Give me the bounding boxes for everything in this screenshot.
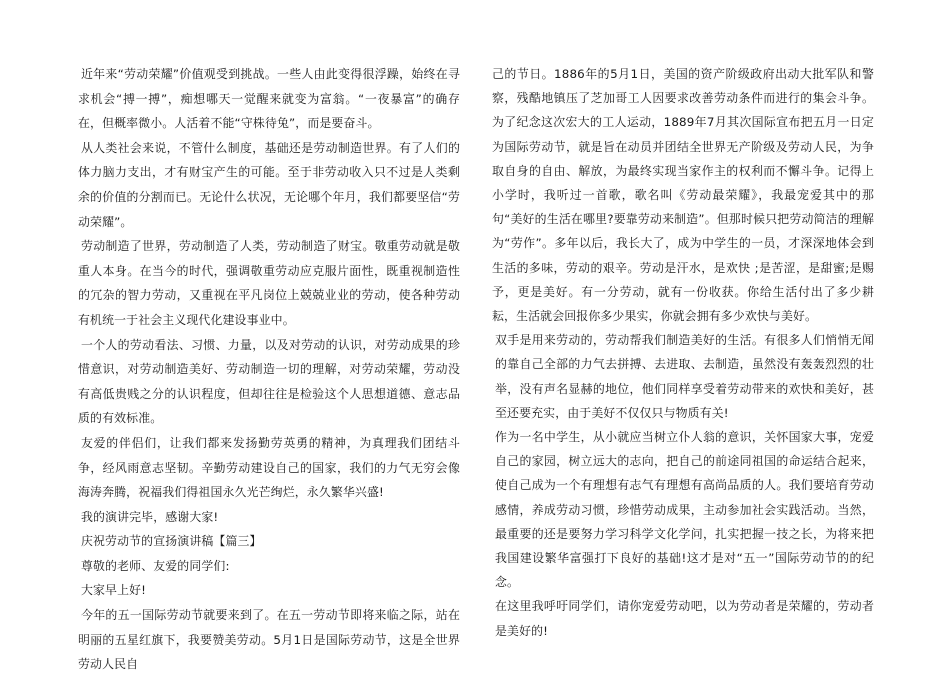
paragraph: 从人类社会来说，不管什么制度，基础还是劳动制造世界。有了人们的体力脑力支出，才有财宝产生的可能。至于非劳动收入只不过是人类剩余的价值的分割而已。无论什么状况，无论哪个年月，我们都要坚信“劳动荣耀”。 (78, 140, 460, 229)
paragraph: 双手是用来劳动的，劳动帮我们制造美好的生活。有很多人们悄悄无闻的靠自己全部的力气去拼搏、去进取、去制造，虽然没有轰轰烈烈的壮举，没有声名显赫的地位，他们同样享受着劳动带来的欢快和美好，甚至还要充实，由于美好不仅仅只与物质有关! (495, 333, 874, 420)
paragraph: 劳动制造了世界，劳动制造了人类，劳动制造了财宝。敬重劳动就是敬重人本身。在当今的时代，强调敬重劳动应克服片面性，既重视制造性的冗杂的智力劳动，又重视在平凡岗位上兢兢业业的劳动，使各种劳动有机统一于社会主义现代化建设事业中。 (78, 239, 460, 327)
greeting: 大家早上好! (80, 583, 147, 598)
paragraph: 近年来“劳动荣耀”价值观受到挑战。一些人由此变得很浮躁，始终在寻求机会“搏一搏”，痴想哪天一觉醒来就变为富翁。“一夜暴富”的确存在，但概率微小。人活着不能“守株待兔”，而是要奋斗。 (78, 67, 460, 131)
salutation: 尊敬的老师、友爱的同学们: (80, 558, 230, 573)
paragraph: 作为一名中学生，从小就应当树立仆人翁的意识，关怀国家大事，宠爱自己的家园，树立远大的志向，把自己的前途同祖国的命运结合起来，使自己成为一个有理想有志气有理想有高尚品质的人。我们要培育劳动感情，养成劳动习惯，珍惜劳动成果，主动参加社会实践活动。当然，最重要的还是要努力学习科学文化学问，扎实把握一技之长，为将来把我国建设繁华富强打下良好的基础!这才是对“五一”国际劳动节的的纪念。 (495, 430, 874, 590)
paragraph: 友爱的伴侣们，让我们都来发扬勤劳英勇的精神，为真理我们团结斗争，经风雨意志坚韧。辛勤劳动建设自己的国家，我们的力气无穷会像海涛奔腾，祝福我们得祖国永久光芒绚烂，永久繁华兴盛! (78, 435, 460, 500)
paragraph: 我的演讲完毕，感谢大家! (80, 509, 219, 524)
section-heading: 庆祝劳动节的宣扬演讲稿【篇三】 (80, 534, 262, 549)
paragraph: 一个人的劳动看法、习惯、力量，以及对劳动的认识，对劳动成果的珍惜意识，对劳动制造美好、劳动制造一切的理解，对劳动荣耀，劳动没有高低贵贱之分的认识程度，但却往往是检验这个人思想道德、意志品质的有效标准。 (78, 337, 460, 426)
paragraph: 在这里我呼吁同学们，请你宠爱劳动吧，以为劳动者是荣耀的，劳动者是美好的! (495, 599, 874, 638)
paragraph: 今年的五一国际劳动节就要来到了。在五一劳动节即将来临之际，站在明丽的五星红旗下，我要赞美劳动。5月1日是国际劳动节，这是全世界劳动人民自 (78, 608, 460, 672)
paragraph: 己的节日。1886年的5月1日，美国的资产阶级政府出动大批军队和警察，残酷地镇压了芝加哥工人因要求改善劳动条件而进行的集会斗争。为了纪念这次宏大的工人运动，1889年7月其次国际宣布把五月一日定为国际劳动节，就是旨在动员并团结全世界无产阶级及劳动人民，为争取自身的自由、解放，为最终实现当家作主的权利而不懈斗争。记得上小学时，我听过一首歌，歌名叫《劳动最荣耀》，我最宠爱其中的那句“美好的生活在哪里?要靠劳动来制造”。但那时候只把劳动简洁的理解为“劳作”。多年以后，我长大了，成为中学生的一员，才深深地体会到生活的多味，劳动的艰辛。劳动是汗水，是欢快 ;是苦涩，是甜蜜;是赐予，更是美好。有一分劳动，就有一份收获。你给生活付出了多少耕耘，生活就会回报你多少果实，你就会拥有多少欢快与美好。 (492, 67, 874, 324)
right-column (492, 62, 874, 643)
left-column (78, 62, 460, 677)
